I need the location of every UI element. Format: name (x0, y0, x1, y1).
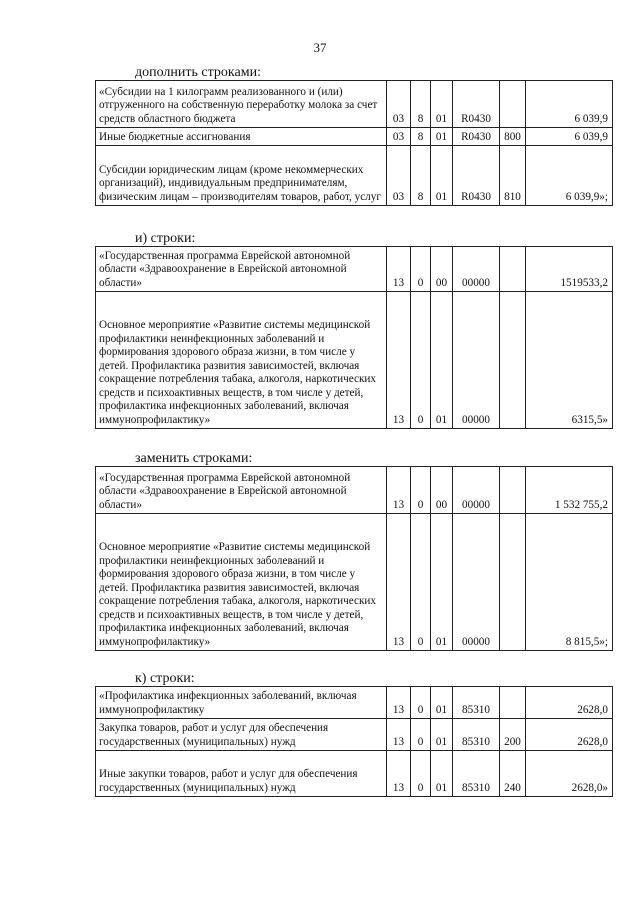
section-heading: к) строки: (135, 671, 195, 686)
code-program: 0 (411, 751, 431, 797)
code-program: 0 (411, 719, 431, 751)
code-direction: R0430 (453, 146, 500, 206)
code-expense-type: 800 (500, 128, 526, 146)
budget-table (95, 246, 613, 429)
row-amount: 6 039,9 (526, 81, 613, 128)
row-name: «Профилактика инфекционных заболеваний, включая иммунопрофилактику (96, 687, 387, 719)
row-amount: 2628,0 (526, 687, 613, 719)
code-section: 03 (387, 128, 411, 146)
budget-table (95, 686, 613, 797)
code-section: 13 (387, 467, 411, 514)
code-section: 13 (387, 292, 411, 429)
code-subprogram: 01 (431, 128, 453, 146)
row-amount: 2628,0 (526, 719, 613, 751)
table-row (96, 514, 613, 651)
code-direction: 85310 (453, 719, 500, 751)
table-row (96, 81, 613, 128)
code-program: 0 (411, 514, 431, 651)
table-row (96, 687, 613, 719)
code-subprogram: 01 (431, 292, 453, 429)
code-subprogram: 01 (431, 719, 453, 751)
code-section: 13 (387, 247, 411, 292)
table-row (96, 146, 613, 206)
code-expense-type: 810 (500, 146, 526, 206)
row-amount: 6 039,9»; (526, 146, 613, 206)
code-direction: 85310 (453, 687, 500, 719)
code-program: 0 (411, 292, 431, 429)
code-subprogram: 01 (431, 146, 453, 206)
row-name: Иные бюджетные ассигнования (96, 128, 387, 146)
code-program: 8 (411, 146, 431, 206)
row-name: «Государственная программа Еврейской автономной области «Здравоохранение в Еврейской автономной области» (96, 247, 387, 292)
code-expense-type (500, 514, 526, 651)
code-direction: 00000 (453, 247, 500, 292)
code-section: 13 (387, 687, 411, 719)
budget-table (95, 466, 613, 651)
code-section: 13 (387, 719, 411, 751)
code-subprogram: 01 (431, 687, 453, 719)
code-expense-type (500, 687, 526, 719)
row-name: Основное мероприятие «Развитие системы медицинской профилактики неинфекционных заболеваний и формирования здорового образа жизни, в том числе у детей. Профилактика развития зависимостей, включая сокращение потребления табака, алкоголя, наркотических средств и психоактивных веществ, в том числе у детей, профилактика инфекционных заболеваний, включая иммунопрофилактику» (96, 514, 387, 651)
row-amount: 6 039,9 (526, 128, 613, 146)
code-direction: 00000 (453, 514, 500, 651)
row-amount: 1 532 755,2 (526, 467, 613, 514)
section-rows-k (95, 672, 613, 797)
page-number: 37 (313, 40, 327, 55)
table-row (96, 719, 613, 751)
row-name: Закупка товаров, работ и услуг для обеспечения государственных (муниципальных) нужд (96, 719, 387, 751)
code-section: 03 (387, 81, 411, 128)
code-program: 8 (411, 81, 431, 128)
code-expense-type (500, 81, 526, 128)
code-expense-type: 200 (500, 719, 526, 751)
code-direction: 85310 (453, 751, 500, 797)
code-subprogram: 00 (431, 247, 453, 292)
section-heading: заменить строками: (135, 451, 253, 466)
section-rows-i (95, 232, 613, 429)
row-name: Субсидии юридическим лицам (кроме некоммерческих организаций), индивидуальным предпринимателям, физическим лицам – производителям товаров, работ, услуг (96, 146, 387, 206)
row-name: «Субсидии на 1 килограмм реализованного и (или) отгруженного на собственную переработку молока за счет средств областного бюджета (96, 81, 387, 128)
row-amount: 1519533,2 (526, 247, 613, 292)
code-direction: 00000 (453, 292, 500, 429)
section-replace-rows (95, 452, 613, 651)
row-name: Основное мероприятие «Развитие системы медицинской профилактики неинфекционных заболеваний и формирования здорового образа жизни, в том числе у детей. Профилактика развития зависимостей, включая сокращение потребления табака, алкоголя, наркотических средств и психоактивных веществ, в том числе у детей, профилактика инфекционных заболеваний, включая иммунопрофилактику» (96, 292, 387, 429)
row-amount: 8 815,5»; (526, 514, 613, 651)
section-heading: и) строки: (135, 231, 196, 246)
code-section: 03 (387, 146, 411, 206)
code-section: 13 (387, 751, 411, 797)
code-expense-type: 240 (500, 751, 526, 797)
table-row (96, 128, 613, 146)
table-row (96, 751, 613, 797)
code-program: 0 (411, 467, 431, 514)
section-add-rows (95, 66, 613, 206)
code-subprogram: 00 (431, 467, 453, 514)
code-direction: R0430 (453, 81, 500, 128)
code-expense-type (500, 292, 526, 429)
code-expense-type (500, 467, 526, 514)
code-program: 0 (411, 247, 431, 292)
code-section: 13 (387, 514, 411, 651)
row-amount: 2628,0» (526, 751, 613, 797)
row-amount: 6315,5» (526, 292, 613, 429)
code-subprogram: 01 (431, 81, 453, 128)
budget-table (95, 80, 613, 206)
table-row (96, 292, 613, 429)
code-direction: R0430 (453, 128, 500, 146)
code-direction: 00000 (453, 467, 500, 514)
table-row (96, 467, 613, 514)
row-name: «Государственная программа Еврейской автономной области «Здравоохранение в Еврейской автономной области» (96, 467, 387, 514)
table-row (96, 247, 613, 292)
code-expense-type (500, 247, 526, 292)
row-name: Иные закупки товаров, работ и услуг для обеспечения государственных (муниципальных) нужд (96, 751, 387, 797)
code-program: 8 (411, 128, 431, 146)
section-heading: дополнить строками: (135, 65, 261, 80)
code-subprogram: 01 (431, 751, 453, 797)
code-program: 0 (411, 687, 431, 719)
code-subprogram: 01 (431, 514, 453, 651)
